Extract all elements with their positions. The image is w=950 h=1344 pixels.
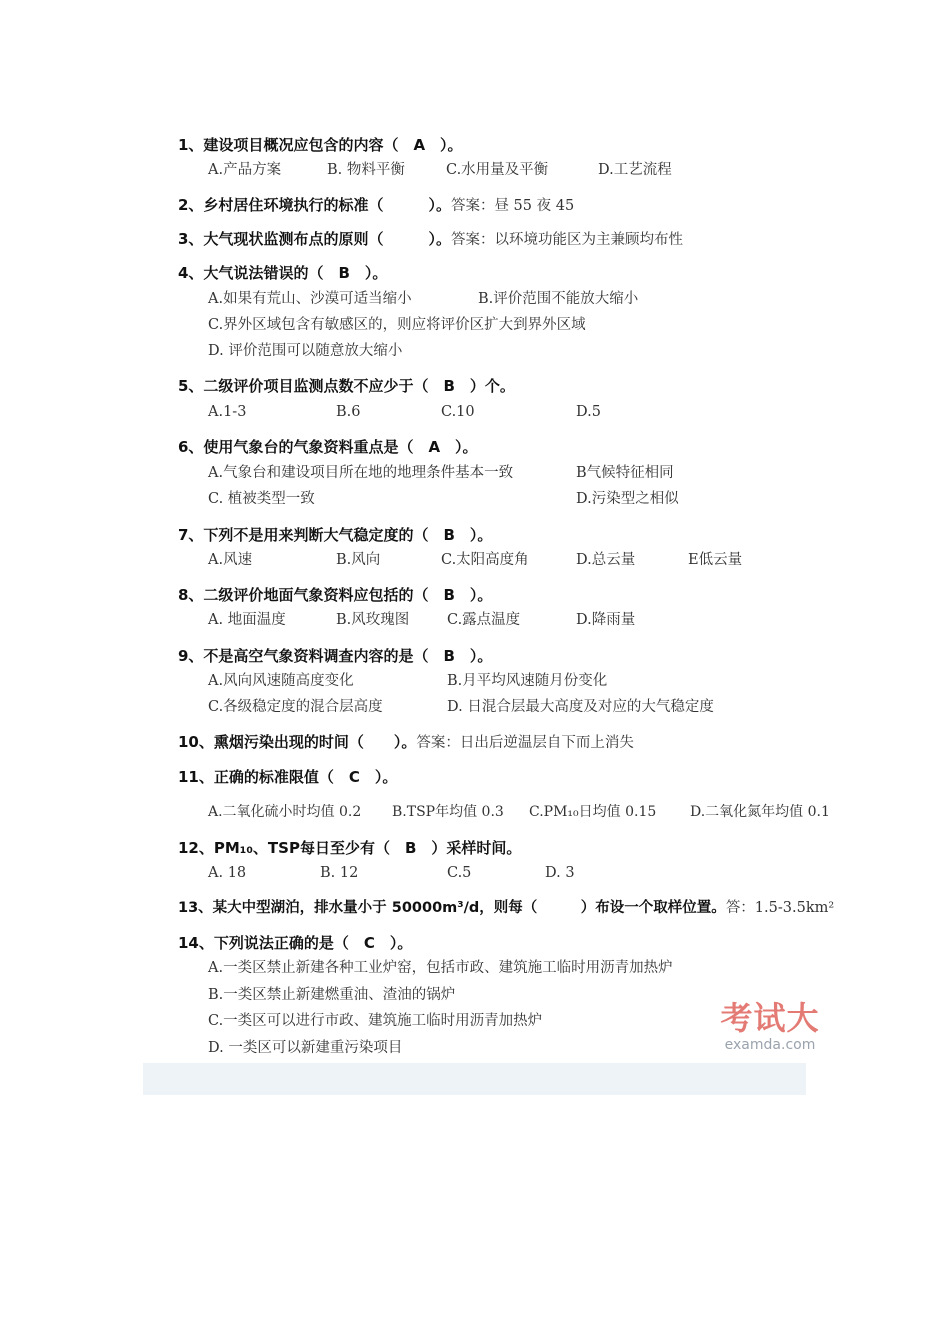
- question-7-option-c: C.太阳高度角: [441, 552, 529, 568]
- question-7-option-d: D.总云量: [576, 552, 636, 568]
- question-1-option-c: C.水用量及平衡: [446, 162, 549, 178]
- question-10-title: 10、熏烟污染出现的时间（ ）。答案：日出后逆温层自下而上消失: [178, 733, 634, 751]
- question-14-option-d: D. 一类区可以新建重污染项目: [208, 1040, 403, 1056]
- question-9-option-c: C.各级稳定度的混合层高度: [208, 699, 383, 715]
- question-2-answer: 答案：昼 55 夜 45: [450, 198, 575, 214]
- question-1-title: 1、建设项目概况应包含的内容（ A ）。: [178, 136, 463, 154]
- question-10-answer: 答案：日出后逆温层自下而上消失: [416, 735, 634, 751]
- question-9-option-d: D. 日混合层最大高度及对应的大气稳定度: [447, 699, 714, 715]
- question-9-option-a: A.风向风速随高度变化: [208, 673, 354, 689]
- question-4-option-c: C.界外区域包含有敏感区的，则应将评价区扩大到界外区域: [208, 317, 586, 333]
- question-8-option-a: A. 地面温度: [208, 612, 286, 628]
- question-11-option-c: C.PM₁₀日均值 0.15: [529, 804, 657, 820]
- examda-watermark-logo: [712, 1000, 828, 1054]
- question-7-option-a: A.风速: [208, 552, 253, 568]
- question-14-option-b: B.一类区禁止新建燃重油、渣油的锅炉: [208, 987, 456, 1003]
- question-9-title: 9、不是高空气象资料调查内容的是（ B ）。: [178, 647, 493, 665]
- question-1-option-a: A.产品方案: [208, 162, 282, 178]
- question-8-option-c: C.露点温度: [447, 612, 521, 628]
- question-7-title: 7、下列不是用来判断大气稳定度的（ B ）。: [178, 526, 493, 544]
- question-6-option-b: B气候特征相同: [576, 465, 674, 481]
- question-5-title: 5、二级评价项目监测点数不应少于（ B ）个。: [178, 377, 515, 395]
- question-14-option-a: A.一类区禁止新建各种工业炉窑，包括市政、建筑施工临时用沥青加热炉: [208, 960, 673, 976]
- question-6-option-d: D.污染型之相似: [576, 491, 679, 507]
- question-4-option-b: B.评价范围不能放大缩小: [478, 291, 639, 307]
- question-2-title: 2、乡村居住环境执行的标准（ ）。答案：昼 55 夜 45: [178, 196, 575, 214]
- question-7-option-e: E低云量: [688, 552, 743, 568]
- question-14-title: 14、下列说法正确的是（ C ）。: [178, 934, 413, 952]
- question-5-option-b: B.6: [336, 404, 361, 420]
- question-11-option-b: B.TSP年均值 0.3: [392, 804, 504, 820]
- question-8-option-d: D.降雨量: [576, 612, 636, 628]
- question-4-option-d: D. 评价范围可以随意放大缩小: [208, 343, 403, 359]
- question-12-option-d: D. 3: [545, 865, 575, 881]
- watermark-chinese-text: 考试大: [720, 999, 820, 1037]
- question-5-option-c: C.10: [441, 404, 475, 420]
- question-4-title: 4、大气说法错误的（ B ）。: [178, 264, 388, 282]
- watermark-domain-text: examda.com: [724, 1037, 816, 1053]
- question-9-option-b: B.月平均风速随月份变化: [447, 673, 608, 689]
- question-1-option-d: D.工艺流程: [598, 162, 672, 178]
- question-7-option-b: B.风向: [336, 552, 381, 568]
- bottom-shaded-band: [143, 1063, 806, 1095]
- question-14-option-c: C.一类区可以进行市政、建筑施工临时用沥青加热炉: [208, 1013, 543, 1029]
- question-5-option-a: A.1-3: [208, 404, 247, 420]
- question-8-title: 8、二级评价地面气象资料应包括的（ B ）。: [178, 586, 493, 604]
- question-12-option-a: A. 18: [208, 865, 247, 881]
- question-6-option-c: C. 植被类型一致: [208, 491, 315, 507]
- question-4-option-a: A.如果有荒山、沙漠可适当缩小: [208, 291, 412, 307]
- question-13-title: 13、某大中型湖泊，排水量小于 50000m³/d，则每（ ）布设一个取样位置。答：1.5-3.5km²: [178, 900, 835, 916]
- question-12-option-b: B. 12: [320, 865, 359, 881]
- question-11-title: 11、正确的标准限值（ C ）。: [178, 768, 398, 786]
- question-13-answer: 答：1.5-3.5km²: [725, 900, 835, 916]
- question-12-title: 12、PM₁₀、TSP每日至少有（ B ）采样时间。: [178, 839, 522, 857]
- question-8-option-b: B.风玫瑰图: [336, 612, 410, 628]
- question-6-title: 6、使用气象台的气象资料重点是（ A ）。: [178, 438, 478, 456]
- question-11-option-a: A.二氧化硫小时均值 0.2: [208, 804, 362, 820]
- question-3-answer: 答案：以环境功能区为主兼顾均布性: [450, 232, 683, 248]
- question-12-option-c: C.5: [447, 865, 472, 881]
- question-6-option-a: A.气象台和建设项目所在地的地理条件基本一致: [208, 465, 514, 481]
- question-1-option-b: B. 物料平衡: [327, 162, 405, 178]
- question-5-option-d: D.5: [576, 404, 601, 420]
- question-3-title: 3、大气现状监测布点的原则（ ）。答案：以环境功能区为主兼顾均布性: [178, 230, 683, 248]
- question-11-option-d: D.二氧化氮年均值 0.1: [690, 804, 830, 820]
